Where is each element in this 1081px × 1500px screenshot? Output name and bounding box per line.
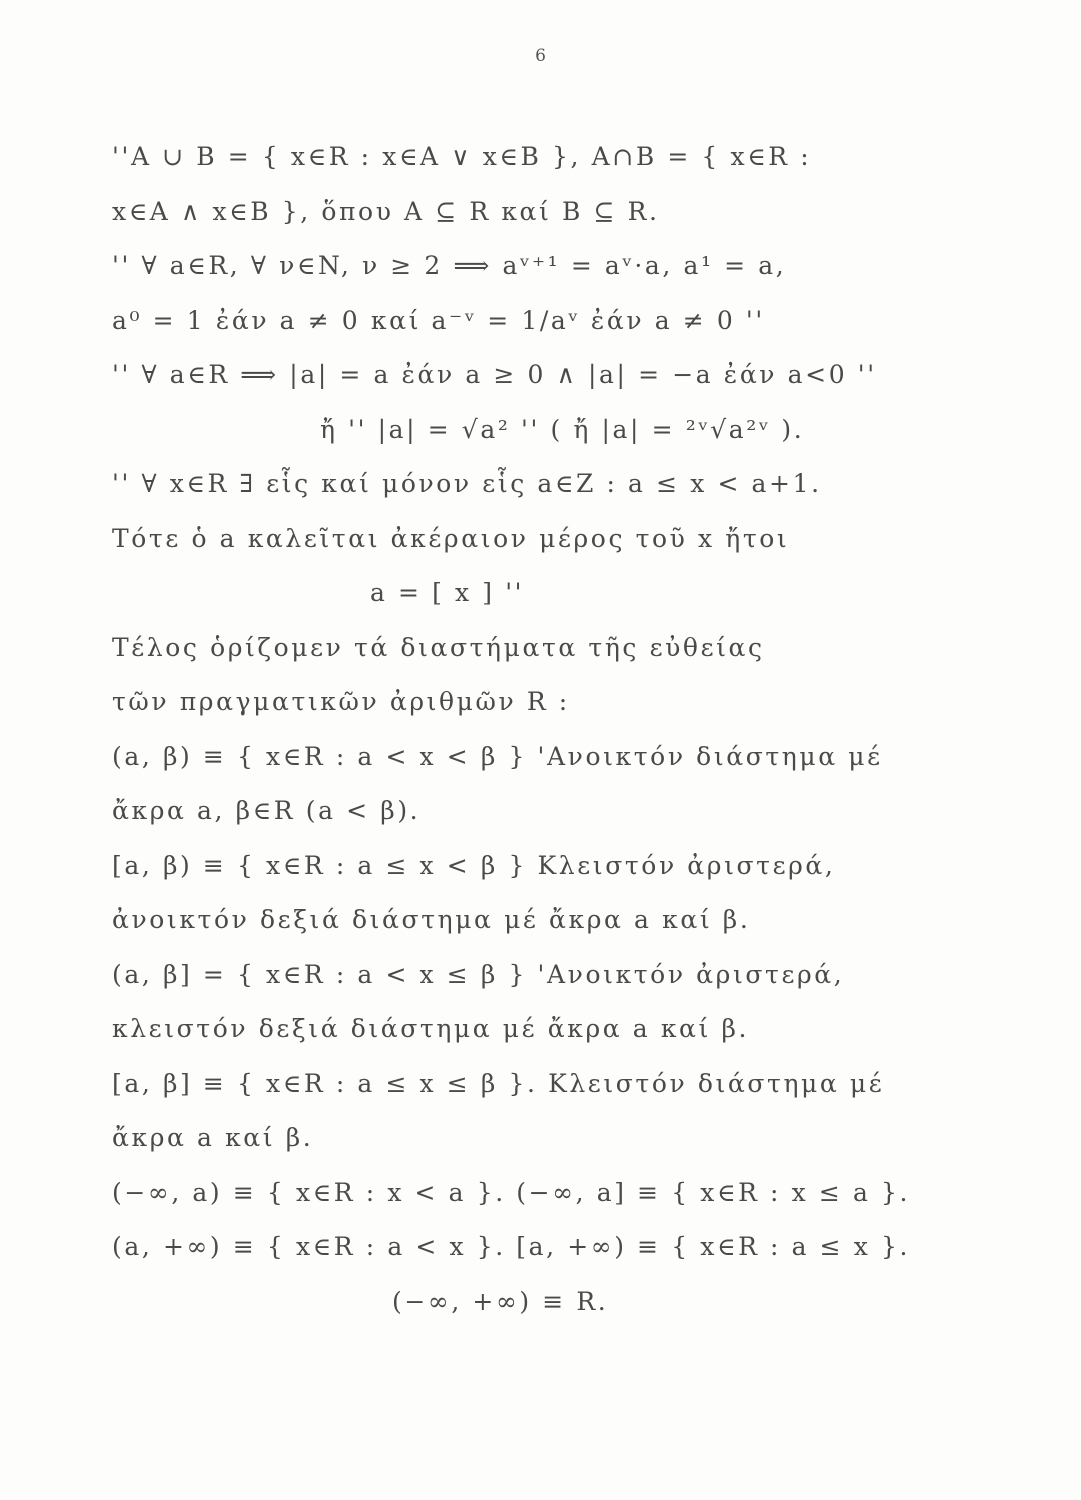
text-line: [a, β) ≡ { x∈R : a ≤ x < β } Κλειστόν ἀριστερά, <box>112 850 836 880</box>
text-line: (a, β) ≡ { x∈R : a < x < β } 'Ανοικτόν διάστημα μέ <box>112 741 883 771</box>
text-line: '' ∀ a∈R ⟹ |a| = a ἐάν a ≥ 0 ∧ |a| = −a ἐάν a<0 '' <box>112 360 877 389</box>
text-line: κλειστόν δεξιά διάστημα μέ ἄκρα a καί β. <box>112 1014 750 1043</box>
text-line: ἀνοικτόν δεξιά διάστημα μέ ἄκρα a καί β. <box>112 905 751 934</box>
text-line: '' ∀ x∈R ∃ εἷς καί μόνον εἷς a∈Z : a ≤ x < a+1. <box>112 469 822 498</box>
text-line: x∈A ∧ x∈B }, ὅπου A ⊆ R καί B ⊆ R. <box>112 196 660 226</box>
text-line: ἄκρα a, β∈R (a < β). <box>112 796 421 825</box>
text-line: Τότε ὁ a καλεῖται ἀκέραιον μέρος τοῦ x ἤτοι <box>112 523 790 553</box>
handwritten-page-body <box>112 130 982 1329</box>
text-line: (a, β] = { x∈R : a < x ≤ β } 'Ανοικτόν ἀριστερά, <box>112 959 845 989</box>
text-line: Τέλος ὁρίζομεν τά διαστήματα τῆς εὐθείας <box>112 632 765 662</box>
text-line: (a, +∞) ≡ { x∈R : a < x }. [a, +∞) ≡ { x∈R : a ≤ x }. <box>112 1232 911 1261</box>
text-line: ἤ '' |a| = √a² '' ( ἤ |a| = ²ᵛ√a²ᵛ ). <box>320 414 805 444</box>
text-line: ἄκρα a καί β. <box>112 1123 314 1152</box>
text-line: a = [ x ] '' <box>370 578 525 607</box>
text-line: a⁰ = 1 ἐάν a ≠ 0 καί a⁻ᵛ = 1/aᵛ ἐάν a ≠ 0 '' <box>112 305 765 335</box>
page-number: 6 <box>535 46 546 66</box>
text-line: '' ∀ a∈R, ∀ ν∈N, ν ≥ 2 ⟹ aᵛ⁺¹ = aᵛ·a, a¹ = a, <box>112 251 787 280</box>
text-line: (−∞, +∞) ≡ R. <box>392 1286 609 1316</box>
text-line: (−∞, a) ≡ { x∈R : x < a }. (−∞, a] ≡ { x∈R : x ≤ a }. <box>112 1177 911 1207</box>
text-line: [a, β] ≡ { x∈R : a ≤ x ≤ β }. Κλειστόν διάστημα μέ <box>112 1068 885 1098</box>
text-line: τῶν πραγματικῶν ἀριθμῶν R : <box>112 687 570 716</box>
text-line: ''A ∪ B = { x∈R : x∈A ∨ x∈B }, A∩B = { x∈R : <box>112 142 812 171</box>
